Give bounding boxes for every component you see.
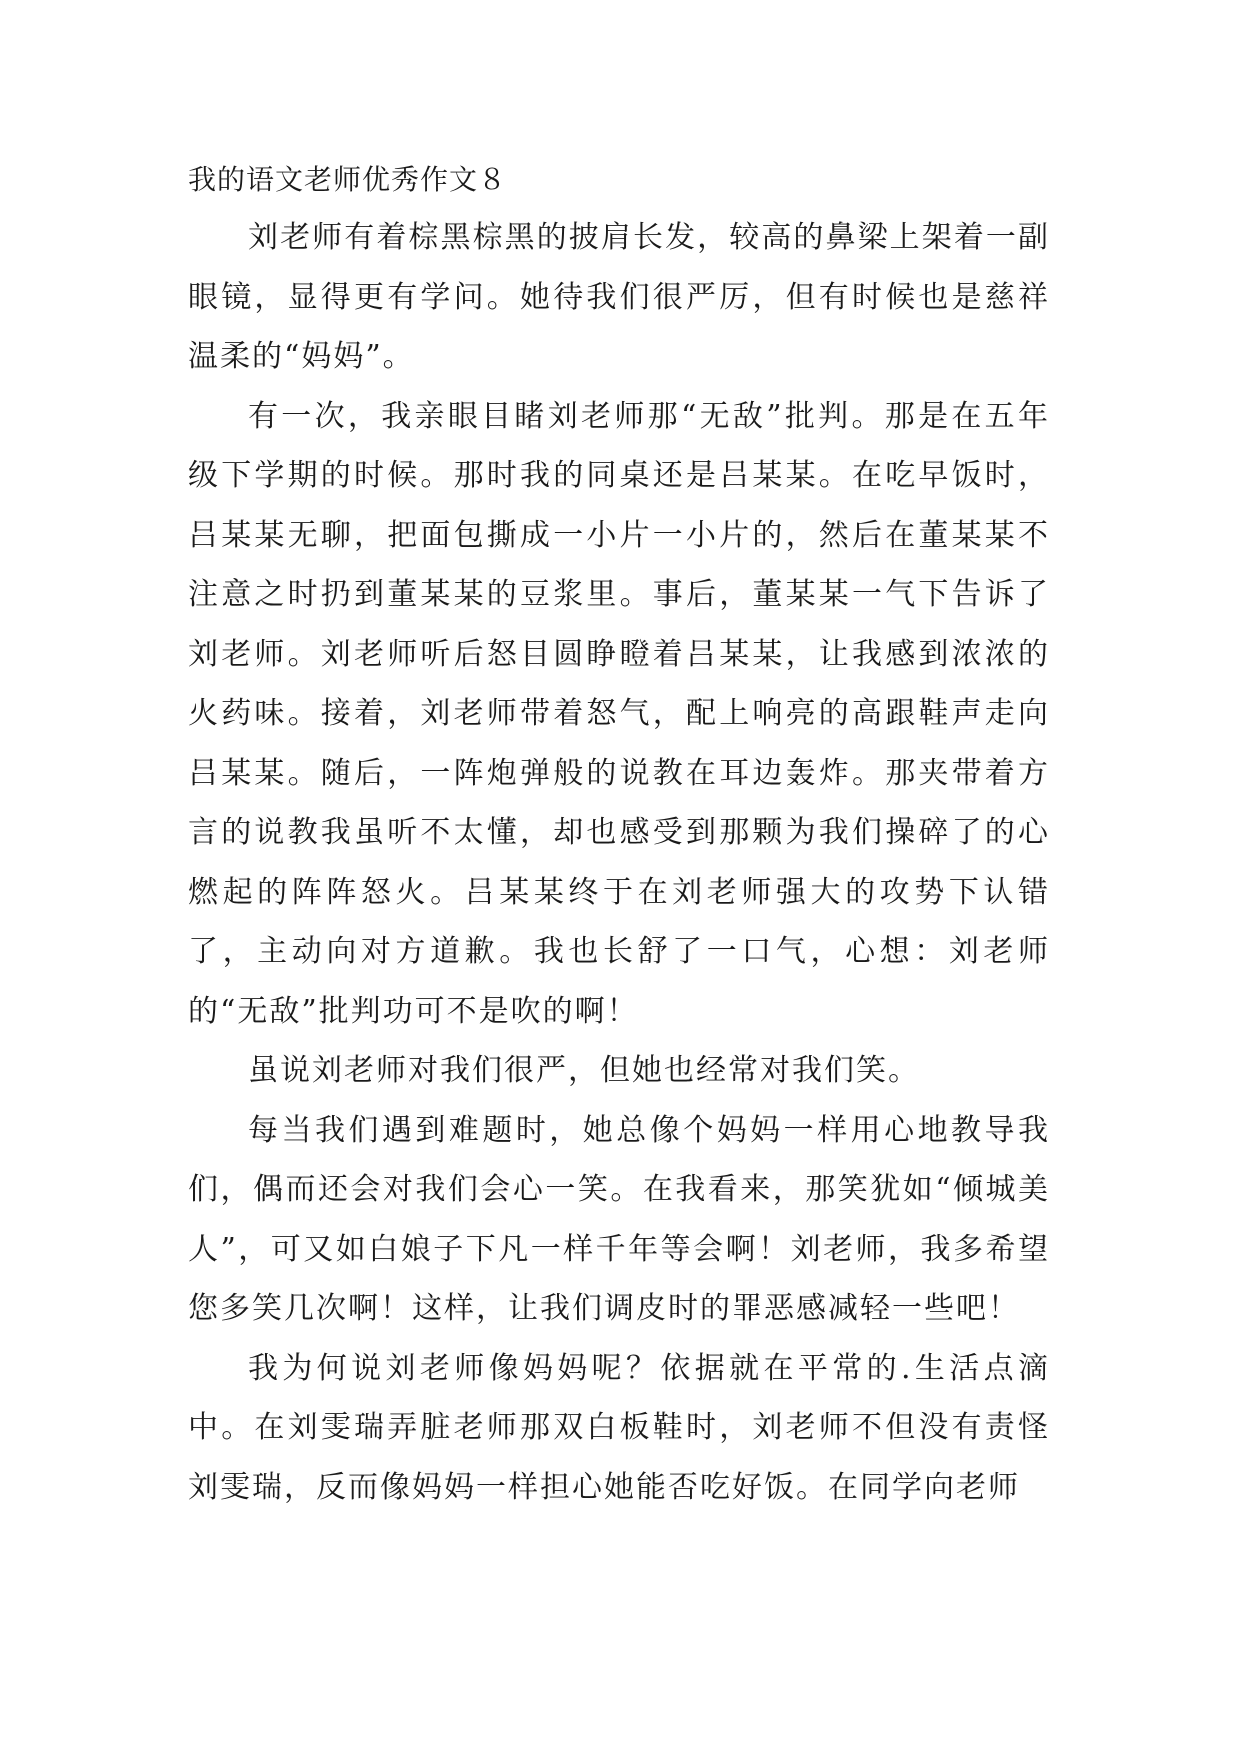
document-page xyxy=(188,152,1050,1517)
paragraph-1: 刘老师有着棕黑棕黑的披肩长发，较高的鼻梁上架着一副眼镜，显得更有学问。她待我们很严厉，但有时候也是慈祥温柔的“妈妈”。 xyxy=(188,220,1050,374)
paragraph-5: 我为何说刘老师像妈妈呢？依据就在平常的.生活点滴中。在刘雯瑞弄脏老师那双白板鞋时，刘老师不但没有责怪刘雯瑞，反而像妈妈一样担心她能否吃好饭。在同学向老师 xyxy=(188,1350,1050,1505)
document-title: 我的语文老师优秀作文８ xyxy=(188,163,508,196)
paragraph-4: 每当我们遇到难题时，她总像个妈妈一样用心地教导我们，偶而还会对我们会心一笑。在我看来，那笑犹如“倾城美人”，可又如白娘子下凡一样千年等会啊！刘老师，我多希望您多笑几次啊！这样，让我们调皮时的罪恶感减轻一些吧！ xyxy=(188,1112,1050,1326)
paragraph-3: 虽说刘老师对我们很严，但她也经常对我们笑。 xyxy=(248,1053,920,1088)
paragraph-2: 有一次，我亲眼目睹刘老师那“无敌”批判。那是在五年级下学期的时候。那时我的同桌还是吕某某。在吃早饭时，吕某某无聊，把面包撕成一小片一小片的，然后在董某某不注意之时扔到董某某的豆浆里。事后，董某某一气下告诉了刘老师。刘老师听后怒目圆睁瞪着吕某某，让我感到浓浓的火药味。接着，刘老师带着怒气，配上响亮的高跟鞋声走向吕某某。随后，一阵炮弹般的说教在耳边轰炸。那夹带着方言的说教我虽听不太懂，却也感受到那颗为我们操碎了的心燃起的阵阵怒火。吕某某终于在刘老师强大的攻势下认错了，主动向对方道歉。我也长舒了一口气，心想：刘老师的“无敌”批判功可不是吹的啊！ xyxy=(188,398,1050,1029)
